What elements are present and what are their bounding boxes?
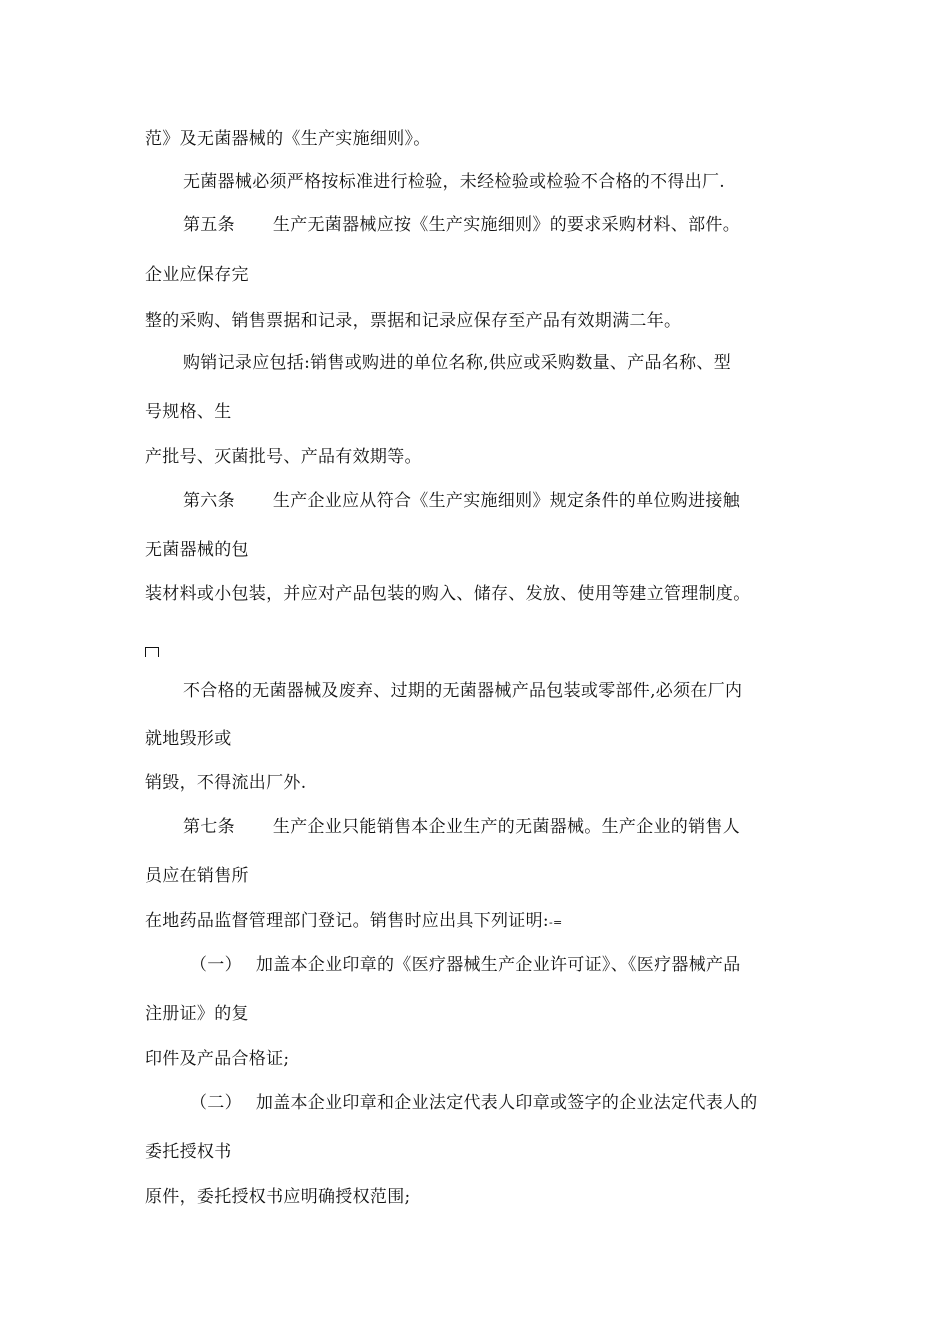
article-7-line (183, 816, 740, 838)
text-line (145, 910, 562, 934)
trailing-mark: -= (548, 916, 563, 929)
corner-mark-icon (145, 647, 159, 657)
text-line: 原件，委托授权书应明确授权范围; (145, 1187, 411, 1207)
text-line: 注册证》的复 (145, 1004, 249, 1024)
item-text: 加盖本企业印章和企业法定代表人印章或签字的企业法定代表人的 (255, 1093, 758, 1113)
text-line: 企业应保存完 (145, 265, 249, 285)
text-line: 无菌器械必须严格按标准进行检验，未经检验或检验不合格的不得出厂. (183, 172, 726, 192)
article-text: 生产企业只能销售本企业生产的无菌器械。生产企业的销售人 (272, 817, 741, 837)
text-line: 销毁，不得流出厂外. (145, 773, 307, 793)
text-line: 就地毁形或 (145, 729, 232, 749)
text-line: 整的采购、销售票据和记录，票据和记录应保存至产品有效期满二年。 (145, 311, 682, 331)
text-line: 无菌器械的包 (145, 540, 249, 560)
item-text: 加盖本企业印章的《医疗器械生产企业许可证》、《医疗器械产品 (255, 955, 741, 975)
text-line: 范》及无菌器械的《生产实施细则》。 (145, 129, 431, 149)
text-line: 购销记录应包括:销售或购进的单位名称,供应或采购数量、产品名称、型 (183, 353, 732, 373)
text-line: 装材料或小包装，并应对产品包装的购入、储存、发放、使用等建立管理制度。 (145, 584, 751, 604)
item-1-line (190, 954, 741, 976)
article-label: 第五条 (183, 215, 235, 235)
article-label: 第六条 (183, 491, 235, 511)
article-label: 第七条 (183, 817, 235, 837)
item-label: （二） (190, 1093, 242, 1113)
article-6-line (183, 490, 740, 512)
article-5-line (183, 214, 740, 236)
text-line: 印件及产品合格证; (145, 1049, 290, 1069)
article-text: 生产无菌器械应按《生产实施细则》的要求采购材料、部件。 (272, 215, 741, 235)
text-line: 号规格、生 (145, 402, 232, 422)
text-line: 产批号、灭菌批号、产品有效期等。 (145, 447, 422, 467)
text-line: 不合格的无菌器械及废弃、过期的无菌器械产品包装或零部件,必须在厂内 (183, 681, 743, 701)
text-line: 委托授权书 (145, 1142, 232, 1162)
item-2-line (190, 1092, 758, 1114)
text-content: 在地药品监督管理部门登记。销售时应出具下列证明: (145, 911, 549, 931)
article-text: 生产企业应从符合《生产实施细则》规定条件的单位购进接触 (272, 491, 741, 511)
text-line: 员应在销售所 (145, 866, 249, 886)
item-label: （一） (190, 955, 242, 975)
